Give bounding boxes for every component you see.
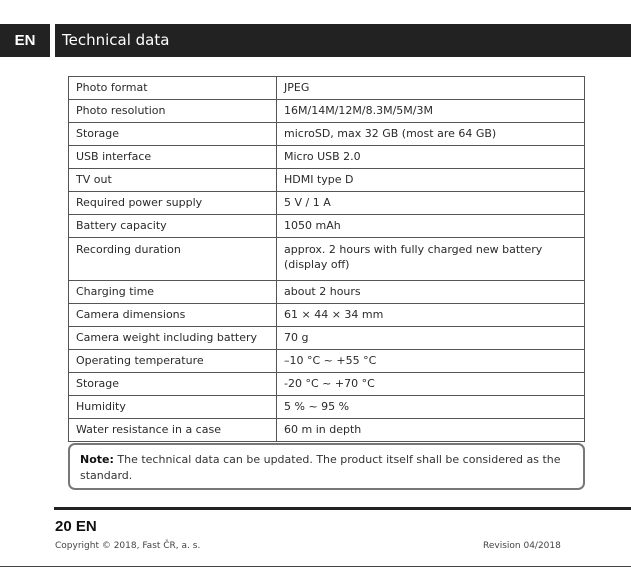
table-row bbox=[69, 169, 585, 192]
spec-value: about 2 hours bbox=[277, 281, 585, 304]
spec-label: Required power supply bbox=[69, 192, 277, 215]
footer-divider bbox=[54, 507, 631, 510]
table-row bbox=[69, 192, 585, 215]
table-row bbox=[69, 373, 585, 396]
spec-value: 1050 mAh bbox=[277, 215, 585, 238]
revision-text: Revision 04/2018 bbox=[483, 541, 561, 551]
spec-value: 60 m in depth bbox=[277, 419, 585, 442]
spec-value: 70 g bbox=[277, 327, 585, 350]
spec-label: Photo format bbox=[69, 77, 277, 100]
spec-label: Storage bbox=[69, 123, 277, 146]
spec-value: 5 % ~ 95 % bbox=[277, 396, 585, 419]
spec-label: Storage bbox=[69, 373, 277, 396]
spec-label: Operating temperature bbox=[69, 350, 277, 373]
header-bar bbox=[0, 24, 631, 57]
spec-label: Humidity bbox=[69, 396, 277, 419]
spec-value: 61 × 44 × 34 mm bbox=[277, 304, 585, 327]
spec-value: 5 V / 1 A bbox=[277, 192, 585, 215]
spec-label: Camera dimensions bbox=[69, 304, 277, 327]
spec-value: approx. 2 hours with fully charged new battery (display off) bbox=[277, 238, 585, 281]
spec-value: 16M/14M/12M/8.3M/5M/3M bbox=[277, 100, 585, 123]
table-row bbox=[69, 77, 585, 100]
spec-label: Battery capacity bbox=[69, 215, 277, 238]
spec-label: Water resistance in a case bbox=[69, 419, 277, 442]
spec-label: Photo resolution bbox=[69, 100, 277, 123]
table-row bbox=[69, 327, 585, 350]
language-label: EN bbox=[0, 24, 50, 57]
table-row bbox=[69, 100, 585, 123]
spec-value: microSD, max 32 GB (most are 64 GB) bbox=[277, 123, 585, 146]
table-row bbox=[69, 123, 585, 146]
spec-value: JPEG bbox=[277, 77, 585, 100]
spec-label: Charging time bbox=[69, 281, 277, 304]
spec-value: HDMI type D bbox=[277, 169, 585, 192]
table-row bbox=[69, 419, 585, 442]
note-text: The technical data can be updated. The product itself shall be considered as the standard. bbox=[80, 453, 561, 482]
page-bottom-line bbox=[0, 566, 631, 567]
table-row bbox=[69, 350, 585, 373]
note-box bbox=[68, 443, 585, 490]
spec-label: Camera weight including battery bbox=[69, 327, 277, 350]
table-row bbox=[69, 215, 585, 238]
spec-label: Recording duration bbox=[69, 238, 277, 281]
page-title: Technical data bbox=[55, 24, 631, 57]
table-row bbox=[69, 281, 585, 304]
copyright-text: Copyright © 2018, Fast ČR, a. s. bbox=[55, 541, 201, 551]
spec-value: –10 °C ~ +55 °C bbox=[277, 350, 585, 373]
table-row bbox=[69, 238, 585, 281]
spec-label: USB interface bbox=[69, 146, 277, 169]
note-label: Note: bbox=[80, 453, 114, 466]
spec-label: TV out bbox=[69, 169, 277, 192]
table-row bbox=[69, 304, 585, 327]
page-number: 20 EN bbox=[55, 518, 97, 535]
table-row bbox=[69, 396, 585, 419]
spec-value: Micro USB 2.0 bbox=[277, 146, 585, 169]
spec-value: -20 °C ~ +70 °C bbox=[277, 373, 585, 396]
table-row bbox=[69, 146, 585, 169]
spec-table bbox=[68, 76, 585, 442]
